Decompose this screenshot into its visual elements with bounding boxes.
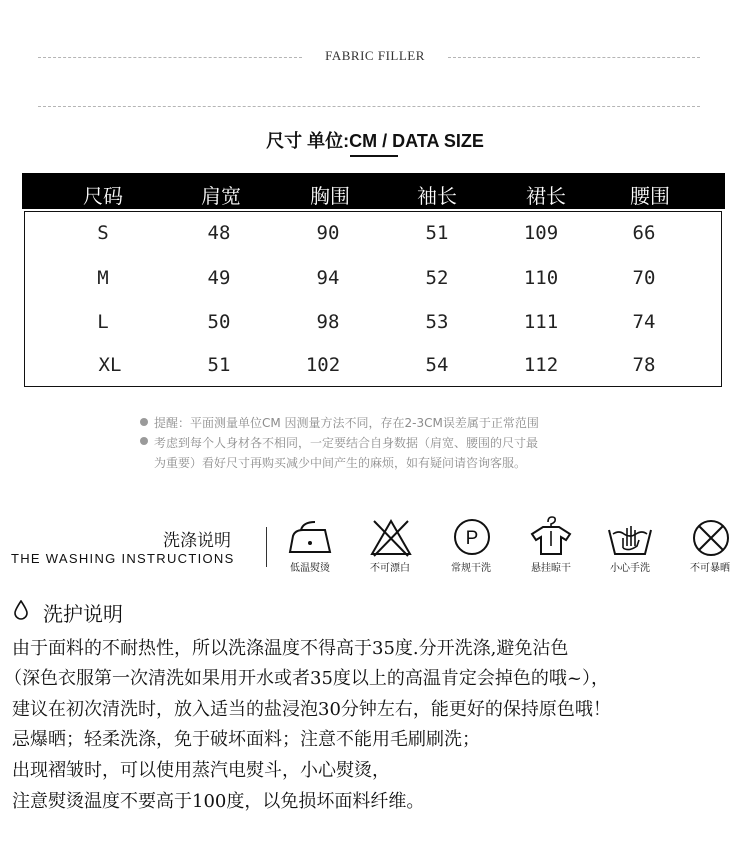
table-cell: 111 [523,311,559,333]
table-cell: 51 [425,222,449,244]
care-line: 注意熨烫温度不要高于100度，以免损坏面料纤维。 [12,791,425,812]
care-line: 由于面料的不耐热性，所以洗涤温度不得高于35度.分开洗涤,避免沾色 [12,638,569,659]
no-sun-label: 不可暴晒 [690,563,730,574]
note-bullet-icon [140,418,148,426]
iron-label: 低温熨烫 [290,563,330,574]
no-bleach-icon [369,518,413,558]
table-cell: M [97,267,109,289]
header-chest: 胸围 [310,184,350,208]
hand-wash-icon [607,518,653,558]
washing-title-en: THE WASHING INSTRUCTIONS [11,551,235,566]
washing-divider [266,527,267,567]
care-line: 忌爆晒；轻柔洗涤，免于破坏面料；注意不能用毛刷刷洗； [12,729,480,750]
size-table-title: 尺寸 单位:CM / DATA SIZE [266,131,484,151]
care-line: 出现褶皱时，可以使用蒸汽电熨斗，小心熨烫， [12,760,390,781]
header-shoulder: 肩宽 [201,184,241,208]
top-divider-right [448,57,700,58]
title-underline [350,155,398,157]
section-divider [38,106,700,107]
table-cell: 112 [523,354,559,376]
svg-text:P: P [465,528,479,549]
table-cell: L [97,311,109,333]
care-line: 建议在初次清洗时，放入适当的盐浸泡30分钟左右，能更好的保持原色哦！ [12,699,611,720]
table-cell: 70 [632,267,656,289]
note-line: 为重要）看好尺寸再购买减少中间产生的麻烦，如有疑问请咨询客服。 [154,456,527,470]
table-cell: 52 [425,267,449,289]
water-drop-icon [14,600,28,620]
table-cell: 90 [316,222,340,244]
header-skirt-length: 裙长 [526,184,566,208]
table-cell: 98 [316,311,340,333]
care-title: 洗护说明 [43,602,123,626]
header-size: 尺码 [83,184,123,208]
table-cell: 50 [207,311,231,333]
fabric-filler-label: FABRIC FILLER [325,48,425,63]
note-bullet-icon [140,437,148,445]
no-bleach-label: 不可漂白 [370,563,410,574]
washing-title-cn: 洗涤说明 [163,531,231,551]
dry-clean-label: 常规干洗 [451,563,491,574]
table-cell: 102 [305,354,341,376]
table-cell: 78 [632,354,656,376]
note-line: 提醒：平面测量单位CM 因测量方法不同，存在2-3CM误差属于正常范围 [154,416,539,430]
table-cell: 74 [632,311,656,333]
note-line: 考虑到每个人身材各不相同，一定要结合自身数据（肩宽、腰围的尺寸最 [154,436,539,450]
table-cell: 54 [425,354,449,376]
table-cell: XL [98,354,122,376]
table-cell: 66 [632,222,656,244]
no-sun-icon [692,519,730,557]
iron-icon [287,520,333,556]
table-cell: 49 [207,267,231,289]
table-cell: 94 [316,267,340,289]
table-cell: S [97,222,109,244]
table-cell: 110 [523,267,559,289]
header-waist: 腰围 [630,184,670,208]
table-cell: 53 [425,311,449,333]
table-cell: 51 [207,354,231,376]
hang-dry-icon [528,514,574,556]
hang-dry-label: 悬挂晾干 [531,563,571,574]
dry-clean-p-icon [453,518,491,556]
header-sleeve: 袖长 [417,184,457,208]
table-cell: 109 [523,222,559,244]
hand-wash-label: 小心手洗 [610,563,650,574]
care-line: （深色衣服第一次清洗如果用开水或者35度以上的高温肯定会掉色的哦~）， [4,668,609,689]
table-cell: 48 [207,222,231,244]
